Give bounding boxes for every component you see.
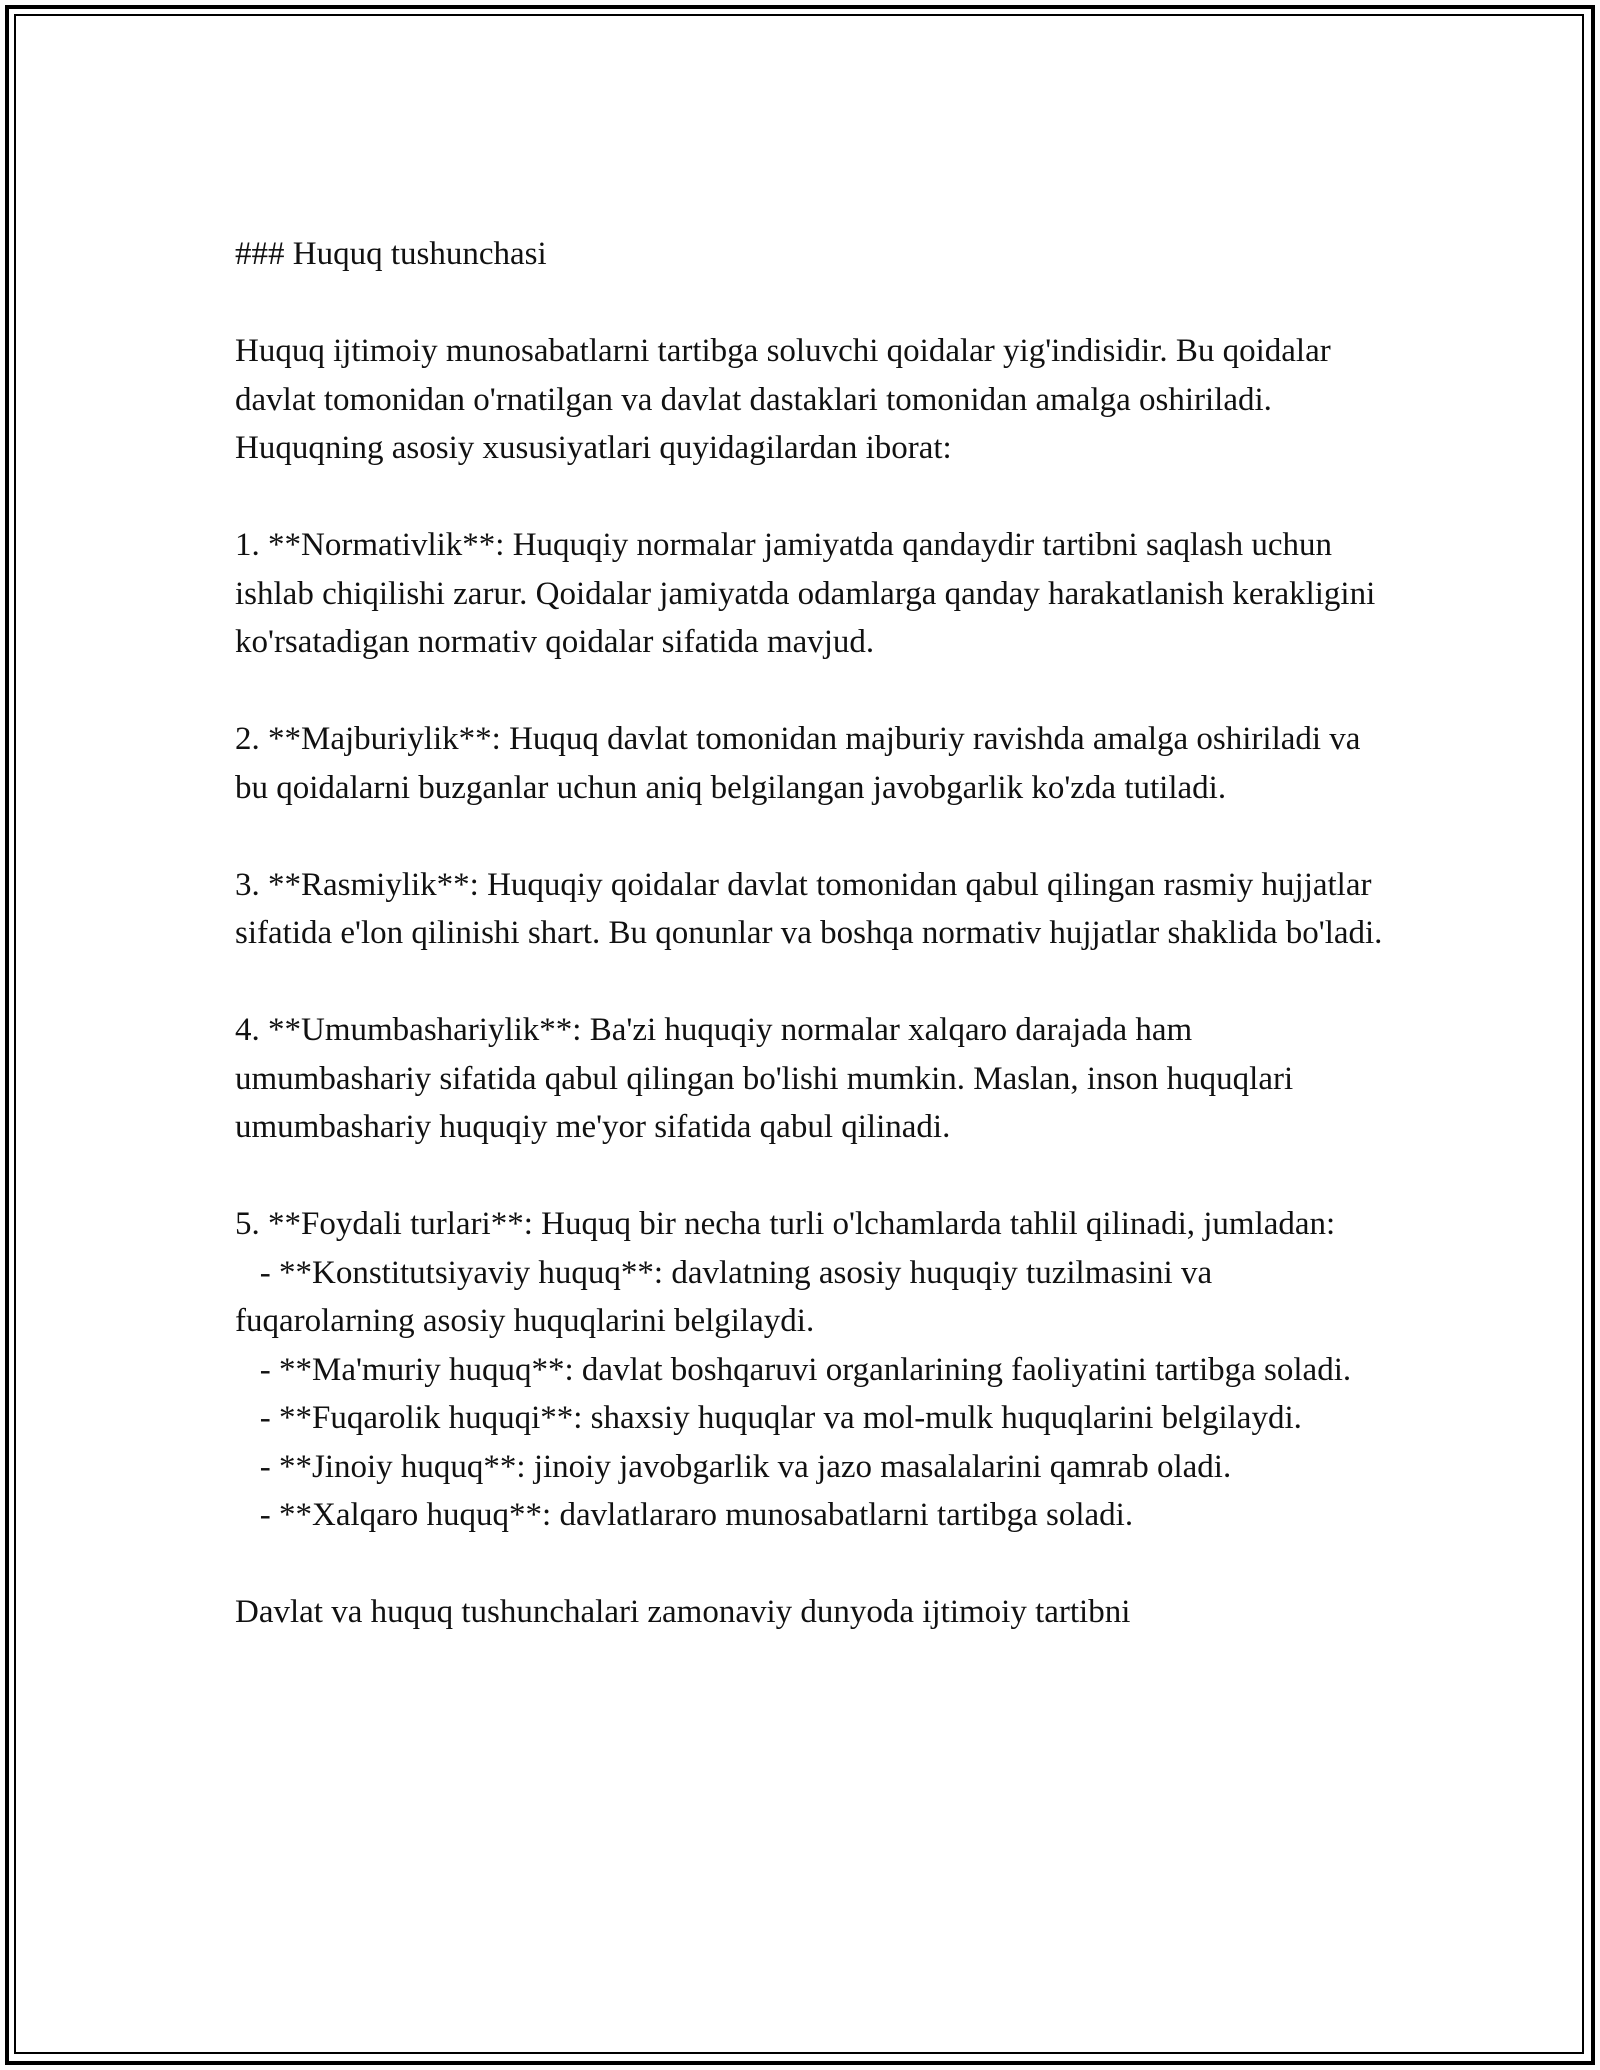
closing-paragraph: Davlat va huquq tushunchalari zamonaviy dunyoda ijtimoiy tartibni <box>235 1594 1131 1630</box>
sub-item-mamuriy: - **Ma'muriy huquq**: davlat boshqaruvi organlarining faoliyatini tartibga soladi. <box>235 1351 1352 1388</box>
list-item-normativlik: 1. **Normativlik**: Huquqiy normalar jamiyatda qandaydir tartibni saqlash uchun ishlab chiqilishi zarur. Qoidalar jamiyatda odamlarga qanday harakatlanish kerakligini ko'rsatadigan normativ qoidalar sifatida mavjud. <box>235 527 1384 660</box>
intro-paragraph: Huquq ijtimoiy munosabatlarni tartibga soluvchi qoidalar yig'indisidir. Bu qoidalar davlat tomonidan o'rnatilgan va davlat dastaklari tomonidan amalga oshiriladi. Huquqning asosiy xususiyatlari quyidagilardan iborat: <box>235 333 1339 466</box>
sub-item-jinoiy: - **Jinoiy huquq**: jinoiy javobgarlik va jazo masalalarini qamrab oladi. <box>235 1448 1232 1485</box>
list-item-majburiylik: 2. **Majburiylik**: Huquq davlat tomonidan majburiy ravishda amalga oshiriladi va bu qoidalarni buzganlar uchun aniq belgilangan javobgarlik ko'zda tutiladi. <box>235 721 1369 806</box>
sub-item-konstitutsiyaviy: - **Konstitutsiyaviy huquq**: davlatning asosiy huquqiy tuzilmasini va fuqarolarning asosiy huquqlarini belgilaydi. <box>235 1254 1221 1339</box>
list-item-rasmiylik: 3. **Rasmiylik**: Huquqiy qoidalar davlat tomonidan qabul qilingan rasmiy hujjatlar sifatida e'lon qilinishi shart. Bu qonunlar va boshqa normativ hujjatlar shaklida bo'ladi. <box>235 866 1383 951</box>
section-heading: ### Huquq tushunchasi <box>235 236 547 272</box>
list-item-umumbashariylik: 4. **Umumbashariylik**: Ba'zi huquqiy normalar xalqaro darajada ham umumbashariy sifatida qabul qilingan bo'lishi mumkin. Maslan, inson huquqlari umumbashariy huquqiy me'yor sifatida qabul qilinadi. <box>235 1012 1302 1145</box>
sub-item-fuqarolik: - **Fuqarolik huquqi**: shaxsiy huquqlar va mol-mulk huquqlarini belgilaydi. <box>235 1400 1302 1436</box>
list-item-foydali-turlari: 5. **Foydali turlari**: Huquq bir necha turli o'lchamlarda tahlil qilinadi, jumladan: <box>235 1206 1336 1242</box>
sub-item-xalqaro: - **Xalqaro huquq**: davlatlararo munosabatlarni tartibga soladi. <box>235 1497 1134 1533</box>
document-body <box>235 230 1395 1637</box>
